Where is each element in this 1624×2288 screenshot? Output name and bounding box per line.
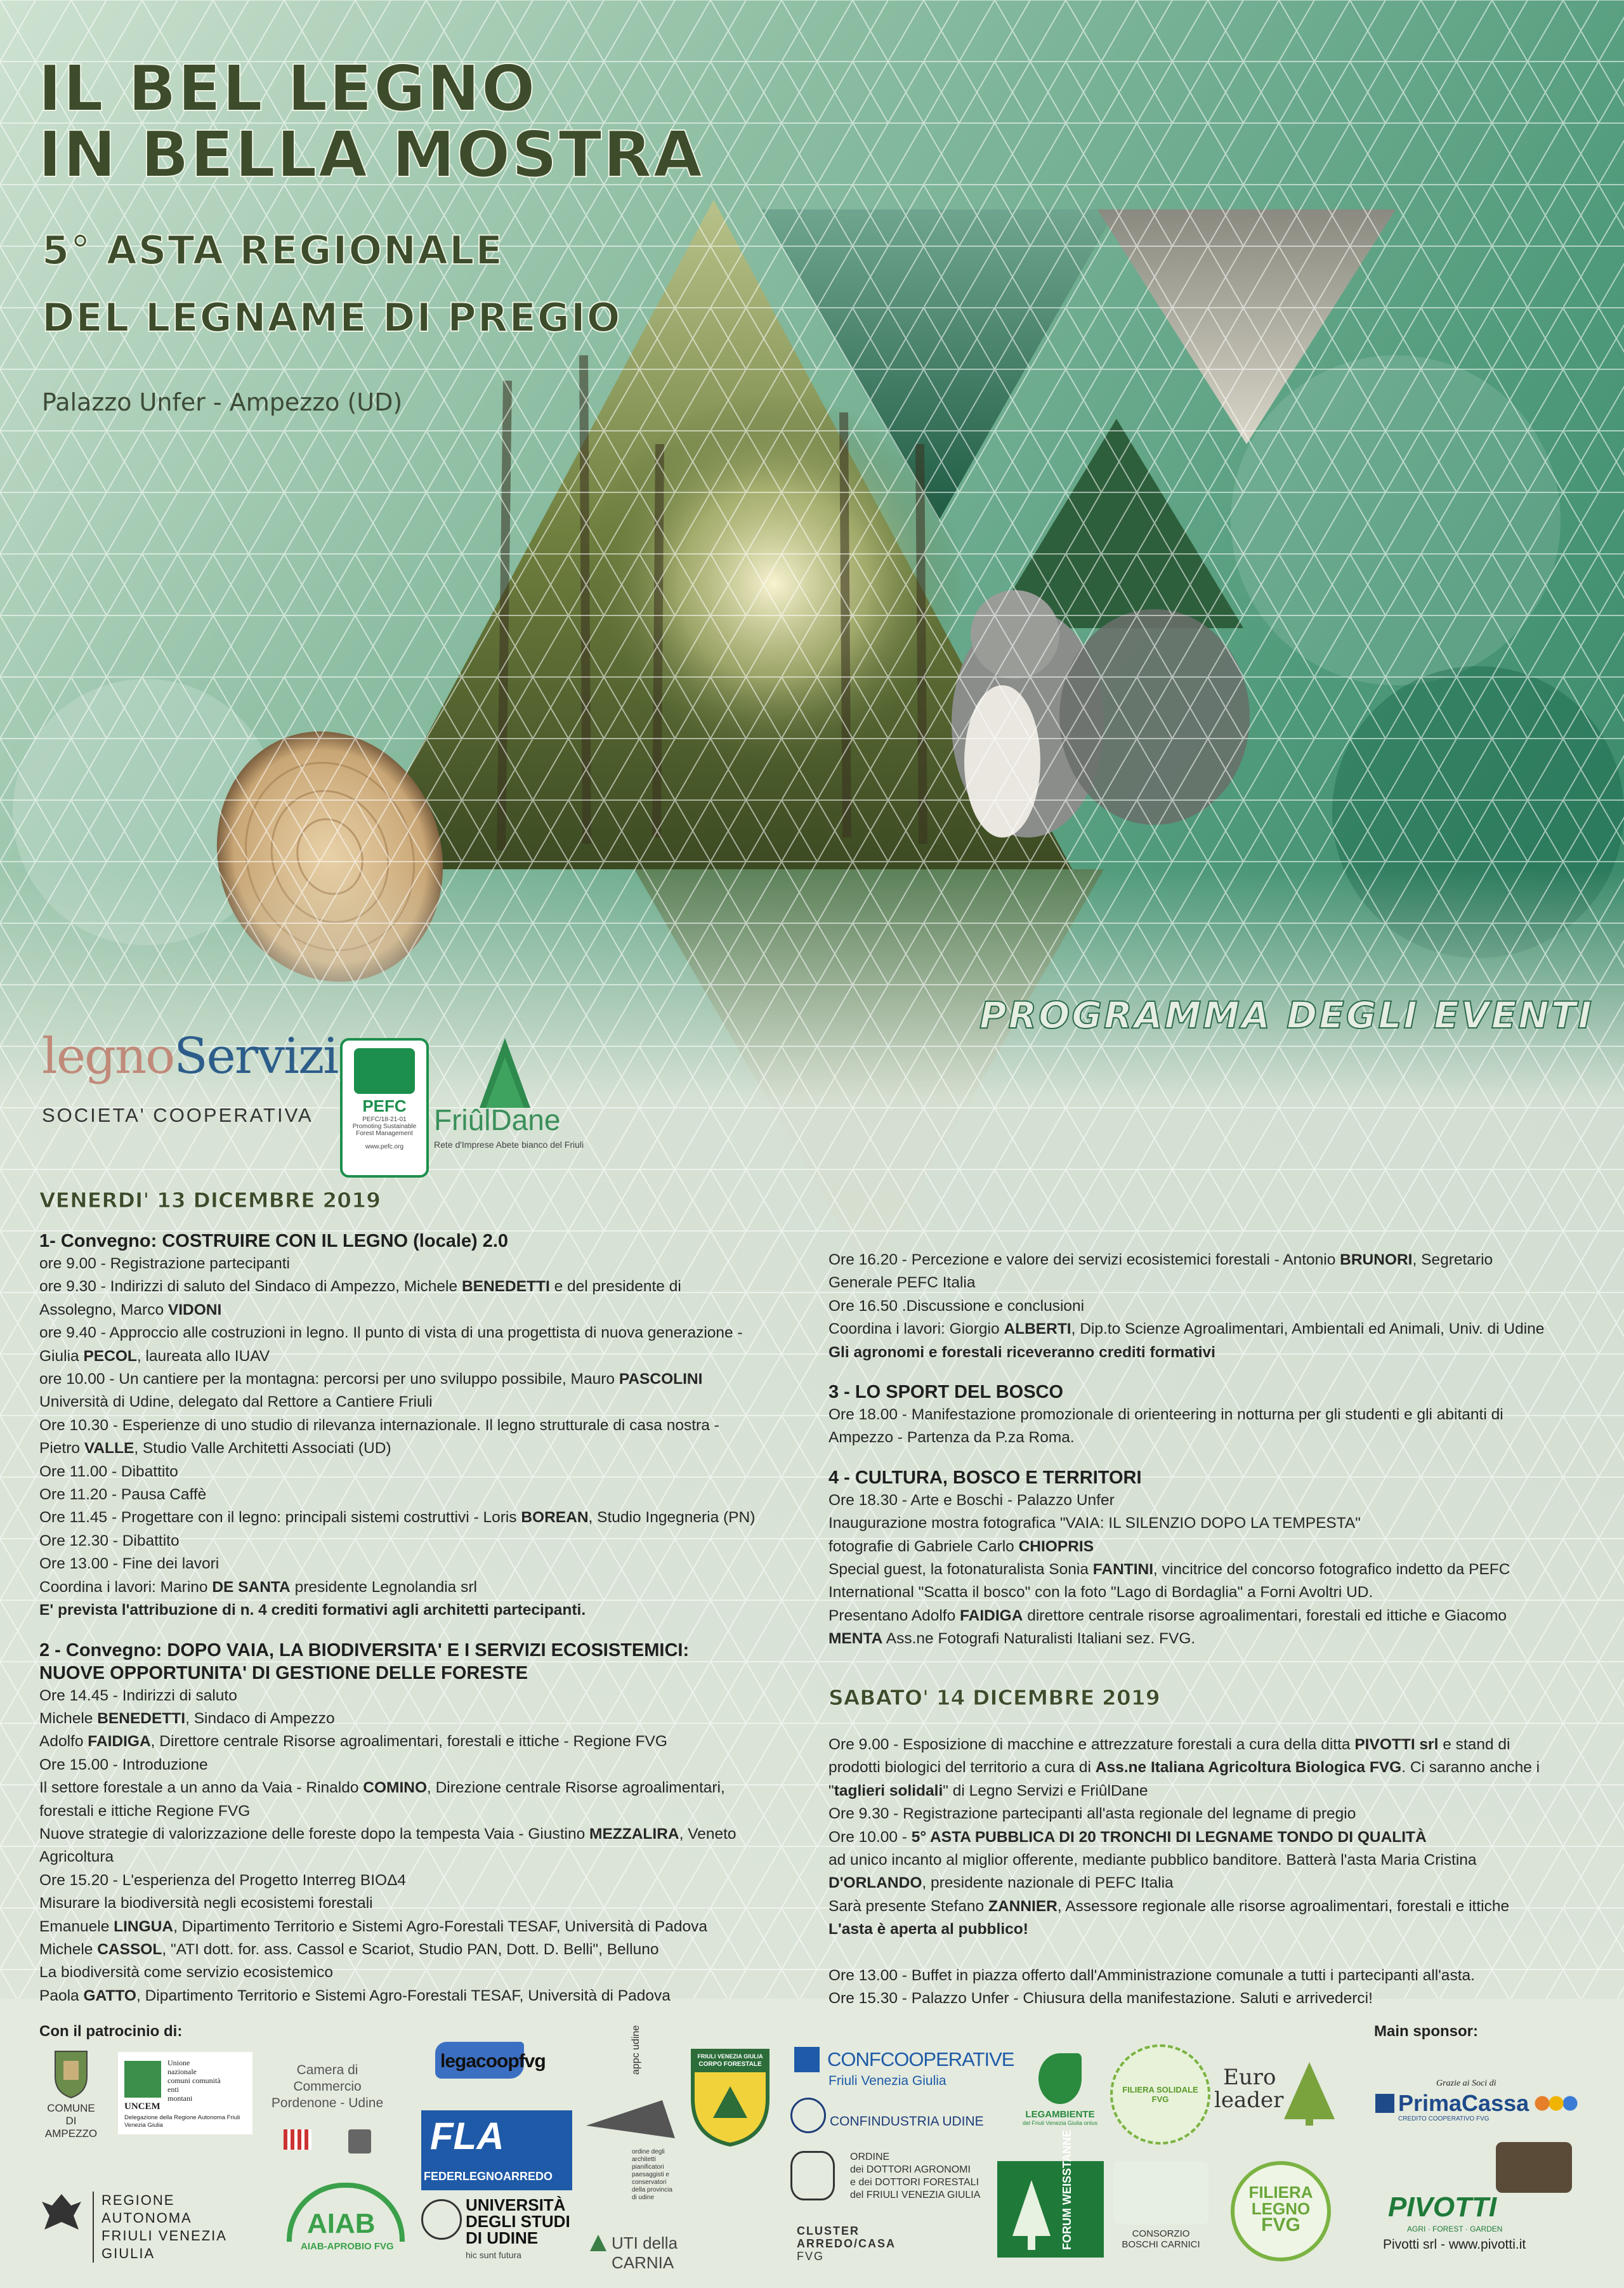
program-line	[39, 1869, 820, 1892]
line-text: Assolegno, Marco	[39, 1301, 168, 1318]
main-sponsor-label: Main sponsor:	[1374, 2023, 1479, 2040]
highlight-name: VIDONI	[167, 1301, 222, 1318]
euroleader-logo	[1214, 2062, 1335, 2132]
fla-text: FLA	[430, 2115, 504, 2157]
ordine-agr-line1: ORDINE	[850, 2152, 890, 2162]
line-text: L'asta è aperta al pubblico!	[828, 1921, 1028, 1938]
line-text: Ass.ne Fotografi Naturalisti Italiani sez. FVG.	[882, 1630, 1196, 1648]
uniud-logo	[421, 2195, 573, 2260]
line-text: , Dipartimento Territorio e Sistemi Agro-Forestali TESAF, Università di Padova	[173, 1917, 708, 1935]
program-line	[828, 1558, 1609, 1581]
primacassa-name: PrimaCassa	[1398, 2090, 1529, 2116]
ordine-agronomi-logo	[790, 2151, 1019, 2208]
program-line	[39, 1576, 820, 1599]
camera-line1: Camera di Commercio	[293, 2063, 362, 2094]
friday-left-column	[39, 1213, 820, 2008]
uncem-line3: comuni comunità	[167, 2076, 221, 2085]
highlight-name: GATTO	[83, 1987, 136, 2004]
line-text: Ampezzo - Partenza da P.za Roma.	[828, 1429, 1075, 1447]
line-text: Ore 13.00 - Buffet in piazza offerto dall'Amministrazione comunale a tutti i partecipanti all'asta.	[828, 1966, 1475, 1984]
line-text: Emanuele	[39, 1917, 114, 1935]
poster-title-line2: IN BELLA MOSTRA	[38, 117, 704, 192]
program-line	[39, 1599, 820, 1622]
filiera-solidale-logo	[1110, 2044, 1210, 2145]
program-line	[828, 1512, 1609, 1535]
line-text: Ore 10.30 - Esperienze di uno studio di rilevanza internazionale. Il legno strutturale di casa nostra -	[39, 1416, 719, 1434]
line-text: , laureata allo IUAV	[136, 1347, 270, 1365]
program-line	[828, 1780, 1609, 1803]
line-text: e stand di	[1438, 1736, 1510, 1753]
euroleader-tree-icon	[1284, 2062, 1335, 2126]
line-text: , "ATI dott. for. ass. Cassol e Scariot, Studio PAN, Dott. D. Belli", Belluno	[162, 1940, 659, 1958]
highlight-name: 5° ASTA PUBBLICA DI 20 TRONCHI DI LEGNAME TONDO DI QUALITÀ	[911, 1828, 1427, 1846]
line-text: Ore 16.50 .Discussione e conclusioni	[828, 1297, 1085, 1315]
program-line	[39, 1553, 820, 1575]
forum-text: FORUM WEISSTANNE	[1061, 2129, 1073, 2250]
programma-heading: PROGRAMMA DEGLI EVENTI	[979, 994, 1594, 1037]
highlight-name: BRUNORI	[1340, 1251, 1413, 1268]
ordine-agr-line3: e dei DOTTORI FORESTALI	[850, 2177, 979, 2188]
line-text: , Direttore centrale Risorse agroalimentari, forestali e ittiche - Regione FVG	[150, 1733, 667, 1751]
program-line	[39, 1391, 820, 1414]
program-line	[39, 1707, 820, 1730]
program-line	[828, 1964, 1609, 1987]
legacoop-logo	[435, 2042, 546, 2080]
confindustria-text: CONFINDUSTRIA UDINE	[830, 2114, 984, 2129]
program-line	[828, 1803, 1609, 1825]
highlight-name: BENEDETTI	[461, 1278, 550, 1296]
program-line	[39, 1368, 820, 1391]
legambiente-sub: del Friuli Venezia Giulia onlus	[1022, 2120, 1098, 2126]
consorzio-line1: CONSORZIO	[1132, 2228, 1190, 2239]
program-line	[39, 1916, 820, 1938]
uncem-line2: nazionale	[167, 2067, 197, 2076]
program-line	[39, 1506, 820, 1529]
fla-sub: FEDERLEGNOARREDO	[424, 2170, 553, 2183]
highlight-name: FANTINI	[1092, 1561, 1154, 1579]
confindustria-icon	[790, 2098, 826, 2133]
line-text: e del presidente di	[549, 1278, 681, 1296]
program-line	[828, 1535, 1609, 1558]
program-line	[39, 1754, 820, 1777]
pivotti-text: PIVOTTI	[1388, 2192, 1497, 2223]
line-text: ad unico incanto al miglior offerente, mediante pubblico banditore. Batterà l'asta Maria Cristina	[828, 1851, 1477, 1869]
program-line	[828, 1733, 1609, 1756]
line-text: Agricoltura	[39, 1848, 114, 1866]
line-text: prodotti biologici del territorio a cura di	[828, 1759, 1096, 1777]
program-line	[828, 1295, 1609, 1318]
uncem-building-icon	[124, 2061, 161, 2098]
line-text: Università di Udine, delegato dal Rettore a Cantiere Friuli	[39, 1393, 433, 1411]
section-heading	[828, 1381, 1609, 1404]
appc-shape-icon	[586, 2100, 675, 2145]
line-text: , Direzione centrale Risorse agroalimentari,	[427, 1779, 725, 1797]
friday-heading: VENERDI' 13 DICEMBRE 2019	[39, 1188, 381, 1213]
line-text: Misurare la biodiversità negli ecosistemi forestali	[39, 1895, 373, 1912]
confcoop-icon	[794, 2047, 820, 2072]
program-line	[828, 1987, 1609, 2010]
program-line	[39, 1530, 820, 1553]
pefc-tree-icon	[354, 1048, 415, 1094]
legacoop-text: legacoopfvg	[440, 2051, 546, 2072]
program-line	[828, 1249, 1609, 1272]
filiera-legno-line1: FILIERA	[1248, 2183, 1313, 2202]
program-line	[828, 1581, 1609, 1604]
appc-logo	[586, 2025, 675, 2214]
program-line	[828, 1826, 1609, 1849]
line-text: Coordina i lavori: Giorgio	[828, 1320, 1004, 1338]
fla-logo	[421, 2110, 572, 2190]
friuldane-tagline: Rete d'Imprese Abete bianco del Friuli	[434, 1140, 584, 1150]
line-text: , Segretario	[1412, 1251, 1493, 1268]
pefc-line1: Promoting Sustainable	[352, 1123, 417, 1130]
line-text: Coordina i lavori: Marino	[39, 1578, 213, 1596]
line-text: fotografie di Gabriele Carlo	[828, 1537, 1019, 1555]
program-line	[39, 1345, 820, 1368]
primacassa-logo	[1375, 2079, 1580, 2123]
line-text: , Veneto	[679, 1825, 737, 1843]
pefc-url: www.pefc.org	[365, 1143, 404, 1150]
primacassa-dots-icon	[1534, 2095, 1578, 2112]
line-text: Ore 15.20 - L'esperienza del Progetto Interreg BIOΔ4	[39, 1871, 407, 1889]
line-text: Generale PEFC Italia	[828, 1274, 976, 1292]
poster-subtitle-line1: 5° ASTA REGIONALE	[42, 227, 504, 273]
line-text: Paola	[39, 1987, 84, 2004]
line-text: , Sindaco di Ampezzo	[185, 1709, 335, 1727]
aiab-sub: AIAB-APROBIO FVG	[301, 2241, 394, 2252]
program-line	[39, 1322, 820, 1345]
line-text: "	[828, 1782, 834, 1799]
line-text: Ore 9.30 - Registrazione partecipanti all'asta regionale del legname di pregio	[828, 1805, 1356, 1823]
uniud-line3: DI UDINE	[466, 2228, 539, 2247]
highlight-name: CHIOPRIS	[1018, 1537, 1094, 1555]
pefc-logo	[340, 1038, 429, 1178]
highlight-name: taglieri solidali	[834, 1782, 943, 1799]
line-text: " di Legno Servizi e FriûlDane	[943, 1782, 1148, 1799]
highlight-name: ALBERTI	[1004, 1320, 1071, 1338]
line-text: La biodiversità come servizio ecosistemico	[39, 1964, 333, 1982]
consorzio-line2: BOSCHI CARNICI	[1122, 2239, 1200, 2250]
line-text: Il settore forestale a un anno da Vaia - Rinaldo	[39, 1779, 363, 1797]
cluster-arredo-logo	[797, 2225, 911, 2263]
uncem-line4: enti	[167, 2085, 179, 2094]
line-text: , Assessore regionale alle risorse agroalimentari, forestali e ittiche	[1057, 1897, 1510, 1915]
line-text: , Dipartimento Territorio e Sistemi Agro-Forestali TESAF, Università di Padova	[136, 1987, 671, 2004]
uniud-sub: hic sunt futura	[466, 2250, 521, 2260]
coat-of-arms-icon	[52, 2048, 90, 2099]
cfs-line2: CORPO FORESTALE	[698, 2061, 762, 2068]
camera-crest-icon	[348, 2129, 371, 2153]
program-line	[39, 1892, 820, 1915]
line-text: Special guest, la fotonaturalista Sonia	[828, 1561, 1093, 1579]
highlight-name: BENEDETTI	[97, 1709, 186, 1727]
consorzio-boschi-logo	[1104, 2161, 1218, 2256]
friday-right-column	[828, 1249, 1609, 1651]
uncem-line5: montani	[167, 2094, 193, 2103]
uncem-name: UNCEM	[124, 2101, 160, 2112]
filiera-legno-line3: FVG	[1261, 2214, 1300, 2235]
line-text: NUOVE OPPORTUNITA' DI GESTIONE DELLE FORESTE	[39, 1662, 528, 1683]
highlight-name: BOREAN	[521, 1509, 589, 1527]
line-text: , Studio Ingegneria (PN)	[588, 1509, 756, 1527]
forum-weisstanne-logo	[997, 2129, 1104, 2258]
program-line	[39, 1461, 820, 1483]
highlight-name: COMINO	[363, 1779, 427, 1797]
section-heading	[39, 1230, 820, 1252]
comune-line2: DI AMPEZZO	[44, 2115, 98, 2140]
section-heading	[39, 1639, 820, 1662]
line-text: Ore 9.00 - Esposizione di macchine e attrezzature forestali a cura della ditta	[828, 1736, 1355, 1753]
confcooperative-logo	[794, 2047, 1014, 2091]
primacassa-sub: CREDITO COOPERATIVO FVG	[1398, 2115, 1490, 2122]
program-line	[828, 1318, 1609, 1341]
regione-fvg-logo	[39, 2188, 268, 2261]
ordine-agr-line4: del FRIULI VENEZIA GIULIA	[850, 2190, 981, 2200]
line-text: 3 - LO SPORT DEL BOSCO	[828, 1382, 1064, 1403]
program-line	[828, 1918, 1609, 1941]
program-line	[828, 1605, 1609, 1627]
poster-subtitle-line2: DEL LEGNAME DI PREGIO	[42, 294, 622, 341]
section-heading	[828, 1466, 1609, 1489]
comune-ampezzo-logo	[39, 2048, 103, 2140]
confcoop-sub: Friuli Venezia Giulia	[828, 2074, 946, 2088]
line-text: ore 9.30 - Indirizzi di saluto del Sindaco di Ampezzo, Michele	[39, 1278, 462, 1296]
program-line	[828, 1872, 1609, 1895]
line-text: Pietro	[39, 1440, 84, 1457]
program-line	[828, 1404, 1609, 1426]
line-text: 2 - Convegno: DOPO VAIA, LA BIODIVERSITA' E I SERVIZI ECOSISTEMICI:	[39, 1640, 690, 1660]
regione-line1: REGIONE AUTONOMA	[102, 2192, 192, 2226]
program-line	[39, 1985, 820, 2008]
line-text: , Studio Valle Architetti Associati (UD)	[134, 1440, 391, 1457]
line-text: Ore 14.45 - Indirizzi di saluto	[39, 1686, 237, 1704]
pivotti-sub: AGRI · FOREST · GARDEN	[1407, 2225, 1503, 2233]
camera-commercio-logo	[265, 2062, 390, 2153]
line-text: ore 9.00 - Registrazione partecipanti	[39, 1255, 290, 1272]
line-text: presidente Legnolandia srl	[290, 1578, 477, 1596]
pefc-code: PEFC/18-21-01	[362, 1116, 407, 1123]
filiera-legno-line2: LEGNO	[1251, 2199, 1311, 2218]
line-text: Ore 15.30 - Palazzo Unfer - Chiusura della manifestazione. Saluti e arrivederci!	[828, 1990, 1373, 2008]
highlight-name: D'ORLANDO	[828, 1874, 922, 1892]
program-line	[39, 1299, 820, 1322]
line-text: , vincitrice del concorso fotografico indetto da PEFC	[1153, 1561, 1510, 1579]
line-text: Sarà presente Stefano	[828, 1897, 988, 1915]
program-line	[39, 1685, 820, 1707]
uniud-seal-icon	[421, 2199, 462, 2240]
program-line	[828, 1756, 1609, 1779]
legnoservizi-logo	[42, 1028, 338, 1127]
program-line	[828, 1341, 1609, 1364]
uncem-line1: Unione	[167, 2058, 190, 2067]
line-text: Ore 15.00 - Introduzione	[39, 1756, 208, 1773]
servizi-text: Servizi	[174, 1028, 338, 1085]
program-line	[828, 1489, 1609, 1512]
confindustria-logo	[790, 2098, 993, 2136]
highlight-name: FAIDIGA	[88, 1733, 151, 1751]
highlight-name: PECOL	[83, 1347, 137, 1365]
aiab-logo	[282, 2183, 409, 2252]
program-line	[39, 1414, 820, 1437]
regione-eagle-icon	[39, 2190, 84, 2235]
line-text: . Ci saranno anche i	[1401, 1759, 1540, 1777]
comune-line1: COMUNE	[47, 2102, 95, 2114]
ordine-emblem-icon	[790, 2151, 835, 2200]
appc-ordine-text: ordine degli architetti pianificatori paesaggisti e conservatori della provincia di udine	[632, 2148, 672, 2201]
line-text: Michele	[39, 1709, 98, 1727]
forum-tree-icon	[1012, 2180, 1051, 2250]
saturday-heading: SABATO' 14 DICEMBRE 2019	[828, 1685, 1160, 1710]
patrocinio-label: Con il patrocinio di:	[39, 2023, 183, 2040]
uti-carnia-logo	[590, 2230, 742, 2272]
line-text: Presentano Adolfo	[828, 1607, 960, 1624]
line-text: Ore 18.30 - Arte e Boschi - Palazzo Unfer	[828, 1491, 1115, 1509]
aiab-text: AIAB	[307, 2208, 376, 2239]
confcoop-text: CONFCOOPERATIVE	[827, 2048, 1014, 2070]
highlight-name: MEZZALIRA	[589, 1825, 679, 1843]
consorzio-icon	[1113, 2161, 1208, 2225]
primacassa-thanks: Grazie ai Soci di	[1436, 2079, 1496, 2088]
corpo-forestale-logo	[690, 2048, 770, 2147]
legambiente-text: LEGAMBIENTE	[1025, 2109, 1095, 2120]
line-text: Ore 16.20 - Percezione e valore dei servizi ecosistemici forestali - Antonio	[828, 1251, 1340, 1268]
line-text: ore 9.40 - Approccio alle costruzioni in legno. Il punto di vista di una progettista di nuova generazione -	[39, 1324, 743, 1342]
program-line	[39, 1938, 820, 1961]
uti-text: UTI della CARNIA	[612, 2233, 678, 2272]
line-text: , Dip.to Scienze Agroalimentari, Ambientali ed Animali, Univ. di Udine	[1071, 1320, 1545, 1338]
uniud-line1: UNIVERSITÀ	[466, 2195, 566, 2214]
line-text: Giulia	[39, 1347, 84, 1365]
camera-line2: Pordenone - Udine	[271, 2096, 384, 2110]
highlight-name: VALLE	[84, 1440, 134, 1457]
line-text: International "Scatta il bosco" con la foto "Lago di Bordaglia" a Forni Avoltri UD.	[828, 1584, 1373, 1601]
legambiente-icon	[1038, 2053, 1082, 2104]
line-text: , presidente nazionale di PEFC Italia	[922, 1874, 1174, 1892]
cluster-line2: ARREDO/CASA	[797, 2237, 896, 2250]
program-line	[39, 1823, 820, 1846]
legno-text: legno	[42, 1028, 174, 1085]
line-text: 4 - CULTURA, BOSCO E TERRITORI	[828, 1467, 1142, 1488]
highlight-name: PASCOLINI	[619, 1371, 703, 1388]
highlight-name: FAIDIGA	[960, 1607, 1023, 1624]
legambiente-logo	[1012, 2053, 1108, 2126]
highlight-name: MENTA	[828, 1630, 883, 1648]
line-text: Inaugurazione mostra fotografica "VAIA: IL SILENZIO DOPO LA TEMPESTA"	[828, 1515, 1361, 1532]
program-line	[39, 1730, 820, 1753]
line-text: Ore 10.00 -	[828, 1828, 912, 1846]
line-text: ore 10.00 - Un cantiere per la montagna: percorsi per uno sviluppo possibile, Mauro	[39, 1371, 619, 1388]
highlight-name: LINGUA	[114, 1917, 174, 1935]
program-line	[39, 1252, 820, 1275]
uti-tree-icon	[590, 2235, 606, 2251]
filiera-legno-logo	[1231, 2161, 1331, 2261]
camera-red-icon	[284, 2129, 311, 2150]
program-line	[39, 1800, 820, 1823]
program-line	[39, 1961, 820, 1984]
cluster-line3: FVG	[797, 2250, 825, 2263]
line-text: Ore 18.00 - Manifestazione promozionale di orienteering in notturna per gli studenti e gli abitanti di	[828, 1406, 1503, 1424]
section-heading	[39, 1662, 820, 1685]
line-text: 1- Convegno: COSTRUIRE CON IL LEGNO (locale) 2.0	[39, 1231, 509, 1251]
euroleader-line1: Euro	[1223, 2065, 1276, 2090]
program-line	[39, 1275, 820, 1298]
line-text: Gli agronomi e forestali riceveranno crediti formativi	[828, 1343, 1215, 1361]
saturday-column	[828, 1733, 1609, 2010]
pefc-line2: Forest Management	[356, 1130, 413, 1137]
cooperativa-text: SOCIETA' COOPERATIVA	[42, 1104, 313, 1126]
highlight-name: DE SANTA	[212, 1578, 291, 1596]
program-line	[828, 1272, 1609, 1294]
program-line	[828, 1895, 1609, 1918]
cfs-line1: FRIULI VENEZIA GIULIA	[697, 2053, 763, 2060]
highlight-name: Ass.ne Italiana Agricoltura Biologica FVG	[1095, 1759, 1402, 1777]
venue-text: Palazzo Unfer - Ampezzo (UD)	[42, 388, 403, 416]
line-text: Ore 11.45 - Progettare con il legno: principali sistemi costruttivi - Loris	[39, 1509, 521, 1527]
line-text: Ore 13.00 - Fine dei lavori	[39, 1555, 219, 1573]
program-line	[39, 1846, 820, 1869]
line-text: Ore 12.30 - Dibattito	[39, 1532, 180, 1549]
program-line	[828, 1426, 1609, 1449]
friuldane-name: FriûlDane	[434, 1103, 561, 1136]
line-text: forestali e ittiche Regione FVG	[39, 1802, 251, 1820]
ordine-agr-line2: dei DOTTORI AGRONOMI	[850, 2164, 971, 2175]
filiera-solidale-text: FILIERA SOLIDALE FVG	[1122, 2085, 1198, 2104]
pivotti-url: Pivotti srl - www.pivotti.it	[1383, 2237, 1526, 2252]
highlight-name: PIVOTTI srl	[1354, 1736, 1439, 1753]
pivotti-logo	[1382, 2142, 1585, 2256]
pefc-name: PEFC	[362, 1096, 407, 1115]
primacassa-square-icon	[1375, 2094, 1394, 2113]
regione-line2: FRIULI VENEZIA GIULIA	[102, 2228, 226, 2261]
uniud-line2: DEGLI STUDI	[466, 2212, 570, 2231]
line-text: Nuove strategie di valorizzazione delle foreste dopo la tempesta Vaia - Giustino	[39, 1825, 590, 1843]
euroleader-line2: leader	[1214, 2087, 1284, 2113]
uncem-logo	[118, 2052, 252, 2134]
line-text: E' prevista l'attribuzione di n. 4 crediti formativi agli architetti partecipanti.	[39, 1601, 586, 1619]
program-line	[39, 1777, 820, 1799]
line-text: direttore centrale risorse agroalimentari, forestali ed ittiche e Giacomo	[1023, 1607, 1507, 1624]
cluster-line1: CLUSTER	[797, 2225, 860, 2237]
poster-title-line1: IL BEL LEGNO	[38, 51, 537, 126]
highlight-name: CASSOL	[97, 1940, 162, 1958]
uncem-sub: Delegazione della Regione Autonoma Friuli Venezia Giulia	[124, 2114, 240, 2129]
program-line	[828, 1849, 1609, 1872]
program-line	[39, 1437, 820, 1460]
line-text: Adolfo	[39, 1733, 88, 1751]
program-line	[39, 1483, 820, 1506]
line-text: Michele	[39, 1940, 98, 1958]
program-line	[828, 1627, 1609, 1650]
line-text: Ore 11.00 - Dibattito	[39, 1463, 178, 1480]
program-line	[828, 1942, 1609, 1964]
appc-text: appc udine	[631, 2025, 641, 2075]
highlight-name: ZANNIER	[988, 1897, 1058, 1915]
line-text: Ore 11.20 - Pausa Caffè	[39, 1486, 207, 1504]
pivotti-machine-icon	[1496, 2142, 1572, 2193]
